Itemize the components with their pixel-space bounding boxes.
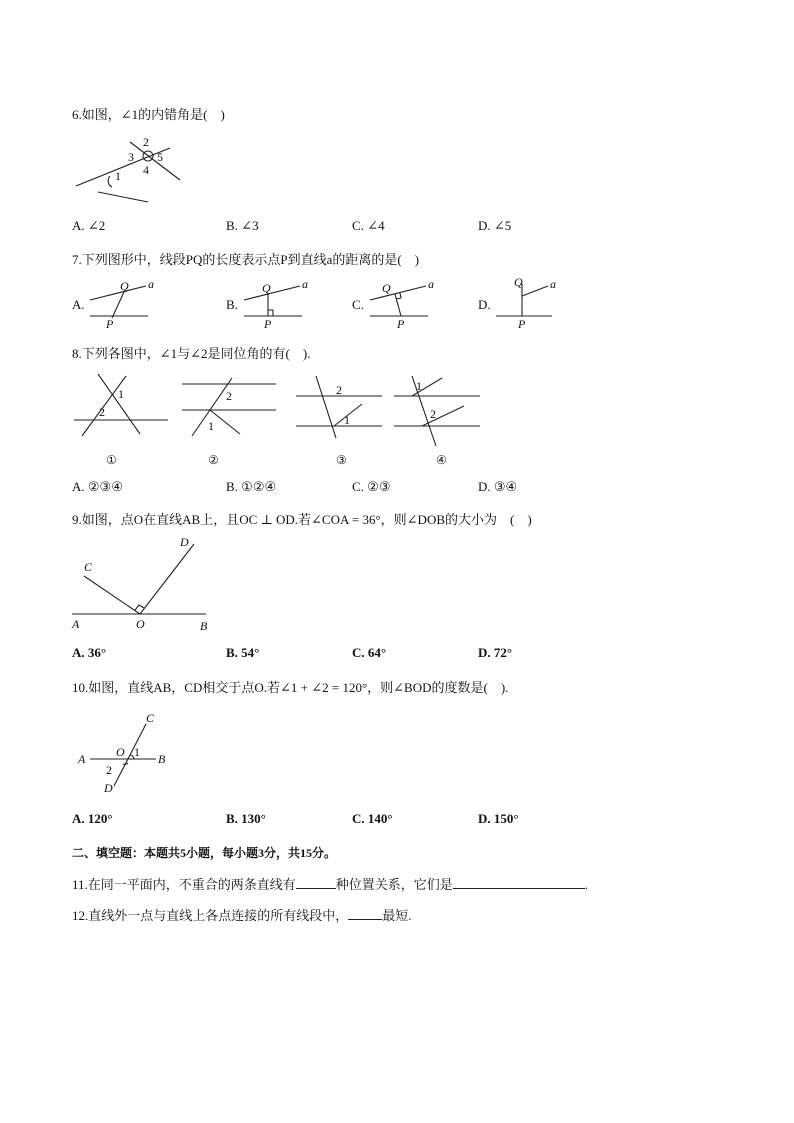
q12-text bbox=[72, 905, 412, 924]
q10-figure bbox=[76, 710, 176, 800]
q7d-label-p: P bbox=[518, 317, 526, 331]
q7a-label-p: P bbox=[106, 317, 114, 331]
q6-text: 6.如图，∠1的内错角是( ) bbox=[72, 107, 225, 122]
q7-figure-d bbox=[494, 275, 564, 331]
q6-label-2: 2 bbox=[143, 135, 149, 149]
q6-label-1: 1 bbox=[115, 169, 121, 183]
q10-label-1: 1 bbox=[134, 745, 140, 759]
svg-text:1: 1 bbox=[416, 379, 422, 393]
q7-option-a[interactable]: A. bbox=[72, 297, 85, 312]
q9-label-d: D bbox=[180, 535, 189, 549]
q10-text: 10.如图，直线AB，CD相交于点O.若∠1 + ∠2 = 120°，则∠BOD的度数是( ). bbox=[72, 680, 509, 695]
q8-figure-2 bbox=[180, 372, 280, 467]
q6-option-d[interactable]: D. ∠5 bbox=[478, 218, 512, 233]
q9-label-o: O bbox=[136, 617, 145, 631]
q8-option-c[interactable]: C. ②③ bbox=[352, 479, 391, 494]
q7c-label-q: Q bbox=[382, 281, 391, 295]
q7b-label-a: a bbox=[302, 277, 308, 291]
q12-part2: 最短. bbox=[382, 908, 412, 923]
q7d-label-q: Q bbox=[514, 275, 523, 289]
q10-option-c[interactable]: C. 140° bbox=[352, 811, 393, 826]
q8-figure-3 bbox=[294, 372, 394, 467]
q11-part1: 11.在同一平面内，不重合的两条直线有 bbox=[72, 877, 296, 892]
q10-label-o: O bbox=[116, 745, 125, 759]
q7-option-d[interactable]: D. bbox=[478, 297, 491, 312]
q8-option-a[interactable]: A. ②③④ bbox=[72, 479, 123, 494]
q8-figure-4 bbox=[392, 372, 492, 467]
q7-option-c[interactable]: C. bbox=[352, 297, 364, 312]
q11-blank-1[interactable] bbox=[296, 876, 336, 889]
q11-blank-2[interactable] bbox=[453, 876, 585, 889]
section2-heading: 二、填空题：本题共5小题，每小题3分，共15分。 bbox=[72, 846, 337, 860]
q10-label-b: B bbox=[158, 752, 166, 766]
svg-text:2: 2 bbox=[99, 405, 105, 419]
q7b-label-p: P bbox=[264, 317, 272, 331]
q8-fig-num-1: ① bbox=[106, 453, 117, 467]
q6-figure bbox=[72, 134, 192, 206]
q6-option-a[interactable]: A. ∠2 bbox=[72, 218, 106, 233]
svg-text:1: 1 bbox=[344, 413, 350, 427]
q7-text: 7.下列图形中，线段PQ的长度表示点P到直线a的距离的是( ) bbox=[72, 252, 420, 267]
q8-text: 8.下列各图中，∠1与∠2是同位角的有( ). bbox=[72, 346, 311, 361]
q10-label-c: C bbox=[146, 711, 155, 725]
q7a-label-q: Q bbox=[120, 279, 129, 293]
q7c-label-p: P bbox=[397, 317, 405, 331]
q9-figure bbox=[72, 536, 212, 632]
q10-option-b[interactable]: B. 130° bbox=[226, 811, 266, 826]
svg-text:1: 1 bbox=[208, 419, 214, 433]
q7d-label-a: a bbox=[550, 277, 556, 291]
q7-figure-c bbox=[368, 278, 438, 330]
q7a-label-a: a bbox=[148, 277, 154, 291]
svg-text:2: 2 bbox=[430, 407, 436, 421]
q9-label-c: C bbox=[84, 560, 93, 574]
svg-text:2: 2 bbox=[226, 389, 232, 403]
q7-figure-b bbox=[242, 278, 312, 330]
q12-part1: 12.直线外一点与直线上各点连接的所有线段中， bbox=[72, 908, 349, 923]
q6-label-3: 3 bbox=[128, 150, 134, 164]
q6-option-c[interactable]: C. ∠4 bbox=[352, 218, 385, 233]
q8-option-b[interactable]: B. ①②④ bbox=[226, 479, 277, 494]
q9-text: 9.如图，点O在直线AB上，且OC ⊥ OD.若∠COA = 36°，则∠DOB的大小为 ( ) bbox=[72, 512, 532, 527]
q11-text bbox=[72, 874, 588, 893]
q10-option-a[interactable]: A. 120° bbox=[72, 811, 113, 826]
q9-option-c[interactable]: C. 64° bbox=[352, 645, 387, 660]
q10-label-a: A bbox=[78, 752, 86, 766]
q7-option-b[interactable]: B. bbox=[226, 297, 238, 312]
q6-label-5: 5 bbox=[157, 150, 163, 164]
q9-label-b: B bbox=[200, 619, 208, 633]
q11-part3: . bbox=[584, 877, 589, 892]
q9-option-d[interactable]: D. 72° bbox=[478, 645, 513, 660]
q9-option-a[interactable]: A. 36° bbox=[72, 645, 107, 660]
q8-figure-1 bbox=[72, 372, 172, 467]
q12-blank[interactable] bbox=[348, 907, 382, 920]
q8-fig-num-2: ② bbox=[208, 453, 219, 467]
svg-text:2: 2 bbox=[336, 383, 342, 397]
q10-option-d[interactable]: D. 150° bbox=[478, 811, 519, 826]
svg-text:1: 1 bbox=[118, 387, 124, 401]
q8-option-d[interactable]: D. ③④ bbox=[478, 479, 518, 494]
q8-fig-num-3: ③ bbox=[336, 453, 347, 467]
q11-part2: 种位置关系，它们是 bbox=[335, 877, 453, 892]
q9-option-b[interactable]: B. 54° bbox=[226, 645, 260, 660]
q7c-label-a: a bbox=[428, 277, 434, 291]
q8-fig-num-4: ④ bbox=[436, 453, 447, 467]
q6-label-4: 4 bbox=[143, 163, 149, 177]
q7b-label-q: Q bbox=[262, 281, 271, 295]
q6-option-b[interactable]: B. ∠3 bbox=[226, 218, 259, 233]
q9-label-a: A bbox=[72, 617, 80, 631]
q7-figure-a bbox=[88, 278, 158, 330]
q10-label-d: D bbox=[104, 781, 113, 795]
q10-label-2: 2 bbox=[106, 763, 112, 777]
